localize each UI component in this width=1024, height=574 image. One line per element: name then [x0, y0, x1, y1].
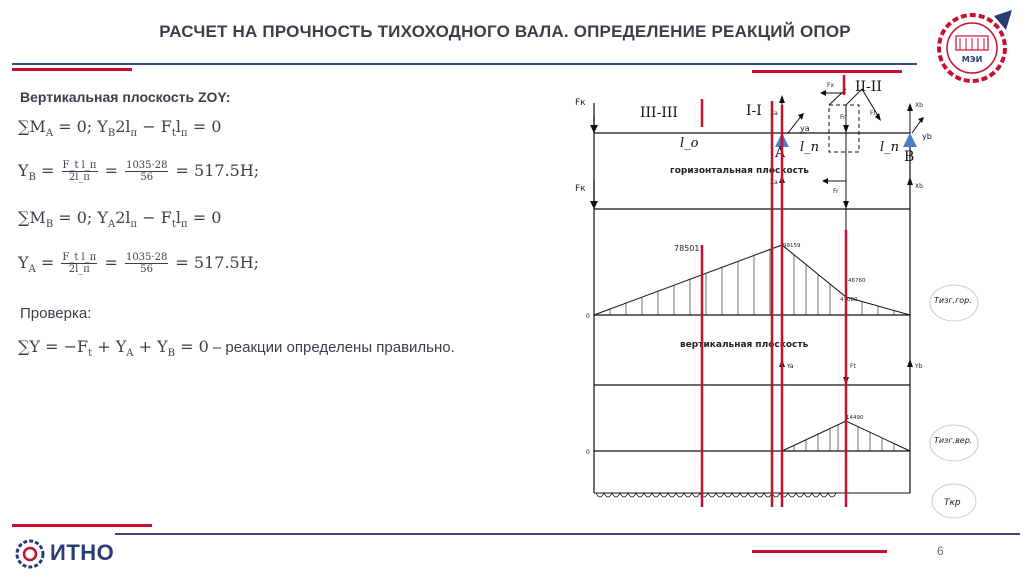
- moment-99159: 99159: [783, 243, 801, 249]
- zero-label-ver: 0: [586, 449, 590, 456]
- yb-label: yb: [922, 132, 932, 141]
- frac-ya-symbolic: $\frac{\text{F\_t l\_п}}{2l\_п}$: [62, 252, 97, 275]
- yb2-label: Yb: [915, 363, 923, 370]
- formula-sum-mb: $\sum M_B = 0$; $Y_A2l_п - F_tl_п = 0$: [18, 208, 222, 231]
- page-number: 6: [937, 544, 944, 558]
- formula-sum-y: $\sum Y = -F_t + Y_A + Y_B = 0$ – реакции определены правильно.: [18, 337, 455, 360]
- frac-yb-symbolic: $\frac{\text{F\_t l\_п}}{2l\_п}$: [62, 160, 97, 183]
- lp2-label: l_п: [880, 140, 900, 155]
- fr-label-2: Fr: [833, 188, 839, 195]
- zero-label-hor: 0: [586, 313, 590, 320]
- title-rule-gray: [12, 63, 917, 65]
- logo-text: МЭИ: [961, 55, 983, 64]
- ya2-label: Ya: [787, 363, 794, 370]
- title-rule-red: [12, 68, 132, 71]
- xb-label-2: Xb: [915, 183, 923, 190]
- yb-result: = 517.5Н;: [175, 161, 260, 180]
- m-kr-label: Tкр: [944, 498, 961, 508]
- moment-14490: 14490: [846, 415, 864, 421]
- page-title: РАСЧЕТ НА ПРОЧНОСТЬ ТИХОХОДНОГО ВАЛА. ОПРЕДЕЛЕНИЕ РЕАКЦИЙ ОПОР: [159, 22, 851, 41]
- moment-46760: 46760: [848, 278, 866, 284]
- fk-arrow-mid: [590, 201, 598, 209]
- moment-diagram-horizontal: [586, 243, 910, 320]
- section-label-iii: III-III: [640, 105, 678, 121]
- support-b-label: B: [904, 149, 915, 165]
- itno-logo-icon: [14, 538, 46, 570]
- section-subtitle: Вертикальная плоскость ZOY:: [20, 89, 231, 105]
- footer-rule-red-right: [752, 550, 887, 553]
- l0-label: l_o: [680, 136, 699, 151]
- m-hor-label: Tизг.гор.: [934, 296, 972, 305]
- section-lines: [702, 75, 846, 507]
- fx-label: Fx: [827, 82, 835, 89]
- fk-arrow-top: [590, 125, 598, 133]
- formula-ya: $Y_A$ = $\frac{\text{F\_t l\_п}}{2l\_п}$ = $\frac{1035\cdot 28}{56}$ = 517.5Н;: [18, 252, 260, 276]
- check-conclusion: – реакции определены правильно.: [208, 339, 455, 356]
- moment-41080: 41080: [840, 297, 858, 303]
- moment-78501: 78501: [674, 244, 700, 253]
- ft2-label: Ft: [850, 363, 856, 370]
- ya-label: ya: [800, 124, 810, 133]
- section-label-ii: II-II: [855, 79, 882, 95]
- frac-ya-numeric: $\frac{1035\cdot 28}{56}$: [125, 252, 168, 275]
- footer-rule-gray: [115, 533, 1020, 535]
- footer-rule-red-left: [12, 524, 152, 527]
- ft-label: Ft: [870, 110, 876, 117]
- section-label-i: I-I: [746, 103, 762, 119]
- shaft-diagram: [570, 75, 980, 525]
- plane-vertical-label: вертикальная плоскость: [680, 340, 809, 350]
- moment-diagram-vertical: [586, 415, 910, 456]
- m-ver-label: Tизг.вер.: [934, 436, 973, 445]
- ya-result: = 517.5Н;: [175, 253, 260, 272]
- xb-label: Xb: [915, 102, 923, 109]
- title-rule-red-right: [752, 70, 902, 73]
- itno-brand: ИТНО: [50, 540, 115, 565]
- frac-yb-numeric: $\frac{1035\cdot 28}{56}$: [126, 160, 168, 183]
- gear-box: [829, 105, 859, 152]
- plane-horizontal-label: горизонтальная плоскость: [670, 166, 809, 176]
- check-label: Проверка:: [20, 305, 92, 322]
- lp1-label: l_п: [800, 140, 820, 155]
- torque-diagram: [596, 493, 836, 497]
- xa-label: Xa: [770, 110, 778, 117]
- formula-sum-ma: $\sum M_A = 0$; $Y_B2l_п - F_tl_п = 0$: [18, 117, 222, 140]
- fr-label: Fr: [840, 114, 846, 121]
- xa-label-2: Xa: [770, 179, 778, 186]
- fk-mid-label: Fк: [575, 184, 586, 194]
- formula-yb: $Y_B$ = $\frac{\text{F\_t l\_п}}{2l\_п}$ = $\frac{1035\cdot 28}{56}$ = 517.5Н;: [18, 160, 260, 184]
- support-b-icon: [903, 133, 917, 147]
- support-a-label: A: [775, 145, 786, 161]
- fk-top-label: Fк: [575, 98, 586, 108]
